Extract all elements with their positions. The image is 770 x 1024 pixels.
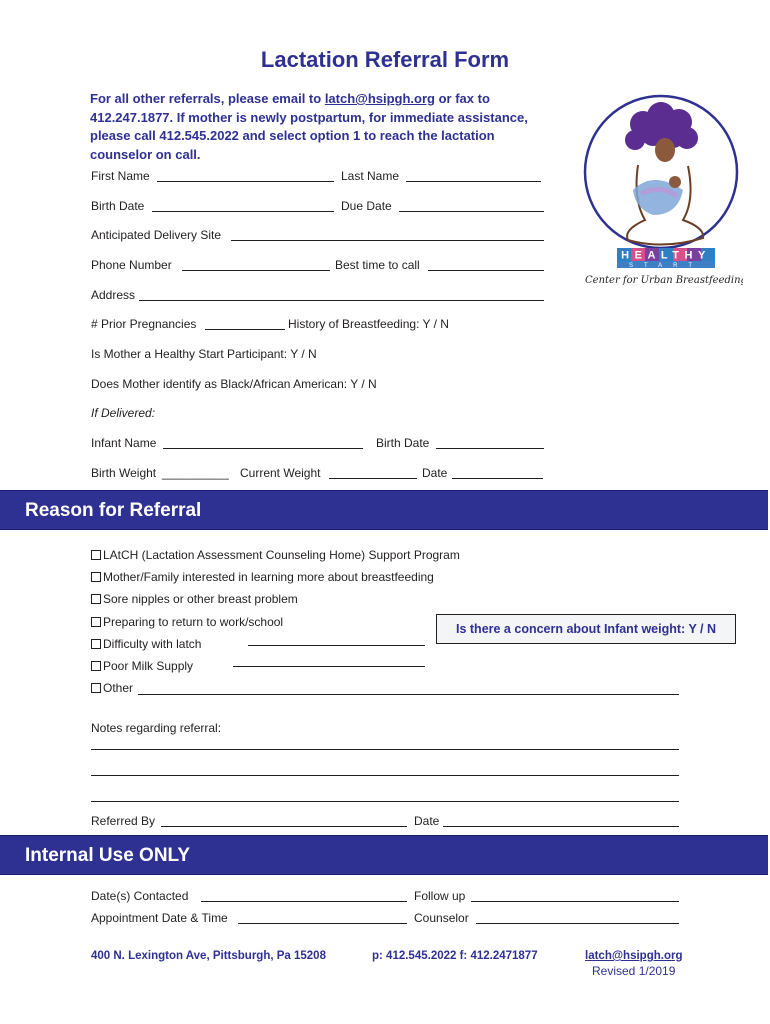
logo-brand-sub: START: [628, 263, 704, 269]
current-weight-field[interactable]: [329, 478, 417, 479]
dates-contacted-field[interactable]: [201, 901, 407, 902]
notes-label: Notes regarding referral:: [91, 721, 222, 735]
checkbox-latch-difficulty[interactable]: [91, 637, 201, 651]
birth-date-label: Birth Date: [91, 199, 145, 213]
checkbox-label: Preparing to return to work/school: [103, 615, 284, 629]
delivery-site-label: Anticipated Delivery Site: [91, 228, 222, 242]
checkbox-sore-nipples[interactable]: [91, 592, 298, 606]
logo-brand: HEALTHY: [621, 249, 711, 262]
revised-date: Revised 1/2019: [592, 964, 676, 978]
footer-email[interactable]: [585, 950, 682, 962]
birth-date-field[interactable]: [152, 211, 334, 212]
referred-by-label: Referred By: [91, 814, 156, 828]
counselor-label: Counselor: [414, 911, 469, 925]
reason-header: Reason for Referral: [0, 490, 768, 530]
referral-date-field[interactable]: [443, 826, 679, 827]
last-name-label: Last Name: [341, 169, 400, 183]
birth-weight-label: Birth Weight: [91, 466, 157, 480]
first-name-label: First Name: [91, 169, 150, 183]
current-weight-label: Current Weight: [240, 466, 321, 480]
checkbox-box[interactable]: [91, 683, 101, 693]
best-time-label: Best time to call: [335, 258, 420, 272]
checkbox-latch[interactable]: [91, 548, 460, 562]
infant-name-field[interactable]: [163, 448, 363, 449]
due-date-label: Due Date: [341, 199, 392, 213]
black-african-question[interactable]: Does Mother identify as Black/African American: Y / N: [91, 377, 377, 391]
appointment-label: Appointment Date & Time: [91, 911, 228, 925]
form-title: Lactation Referral Form: [260, 47, 510, 72]
checkbox-box[interactable]: [91, 617, 101, 627]
healthy-start-logo: [583, 90, 743, 290]
if-delivered-label: If Delivered:: [91, 406, 156, 420]
phone-field[interactable]: [182, 270, 330, 271]
prior-pregnancies-field[interactable]: [205, 329, 285, 330]
prior-pregnancies-label: # Prior Pregnancies: [91, 317, 197, 331]
follow-up-label: Follow up: [414, 889, 466, 903]
logo-graphic: [583, 90, 743, 290]
birth-weight-field[interactable]: __________: [162, 466, 229, 480]
referral-date-label: Date: [414, 814, 440, 828]
date-label: Date: [422, 466, 448, 480]
notes-line-3[interactable]: [91, 801, 679, 802]
footer-address: 400 N. Lexington Ave, Pittsburgh, Pa 15208: [91, 950, 326, 962]
last-name-field[interactable]: [406, 181, 541, 182]
infant-birth-date-field[interactable]: [436, 448, 544, 449]
best-time-field[interactable]: [428, 270, 544, 271]
notes-line-2[interactable]: [91, 775, 679, 776]
logo-tagline: Center for Urban Breastfeeding: [585, 275, 743, 286]
intro-part1: For all other referrals, please email to: [90, 91, 325, 106]
address-label: Address: [91, 288, 136, 302]
history-breastfeeding[interactable]: History of Breastfeeding: Y / N: [288, 317, 449, 331]
internal-header: Internal Use ONLY: [0, 835, 768, 875]
counselor-field[interactable]: [476, 923, 679, 924]
due-date-field[interactable]: [399, 211, 544, 212]
intro-email-link[interactable]: latch@hsipgh.org: [324, 91, 435, 106]
checkbox-box[interactable]: [91, 594, 101, 604]
notes-line-1[interactable]: [91, 749, 679, 750]
footer-phone: p: 412.545.2022 f: 412.2471877: [372, 950, 538, 962]
checkbox-return-work[interactable]: [91, 615, 283, 629]
checkbox-label: Other: [103, 681, 134, 695]
healthy-start-question[interactable]: Is Mother a Healthy Start Participant: Y / N: [91, 347, 317, 361]
infant-weight-concern[interactable]: Is there a concern about Infant weight: Y / N: [436, 614, 736, 644]
dates-contacted-label: Date(s) Contacted: [91, 889, 189, 903]
other-field[interactable]: [138, 694, 679, 695]
intro-text: [90, 90, 550, 164]
infant-birth-date-label: Birth Date: [376, 436, 430, 450]
checkbox-learning[interactable]: [91, 570, 434, 584]
checkbox-box[interactable]: [91, 550, 101, 560]
appointment-field[interactable]: [238, 923, 407, 924]
address-field[interactable]: [139, 300, 544, 301]
checkbox-box[interactable]: [91, 661, 101, 671]
checkbox-box[interactable]: [91, 572, 101, 582]
supply-line[interactable]: [233, 666, 425, 667]
phone-label: Phone Number: [91, 258, 172, 272]
delivery-site-field[interactable]: [231, 240, 544, 241]
intro-part2: or fax to 412.247.1877. If mother is newly postpartum, for immediate assistance, please call 412.545.2022 and select option 1 to reach the lactation counselor on call.: [90, 91, 528, 162]
follow-up-field[interactable]: [471, 901, 679, 902]
date-field[interactable]: [452, 478, 543, 479]
checkbox-label: Mother/Family interested in learning more about breastfeeding: [103, 570, 434, 584]
checkbox-box[interactable]: [91, 639, 101, 649]
infant-name-label: Infant Name: [91, 436, 157, 450]
checkbox-label: Poor Milk Supply: [103, 659, 194, 673]
footer-email-link[interactable]: latch@hsipgh.org: [585, 950, 683, 962]
checkbox-poor-supply[interactable]: [91, 659, 193, 673]
latch-line[interactable]: [248, 645, 425, 646]
first-name-field[interactable]: [157, 181, 334, 182]
checkbox-other[interactable]: [91, 681, 133, 695]
referred-by-field[interactable]: [161, 826, 407, 827]
checkbox-label: Difficulty with latch: [103, 637, 202, 651]
checkbox-label: Sore nipples or other breast problem: [103, 592, 298, 606]
checkbox-label: LAtCH (Lactation Assessment Counseling Home) Support Program: [103, 548, 460, 562]
